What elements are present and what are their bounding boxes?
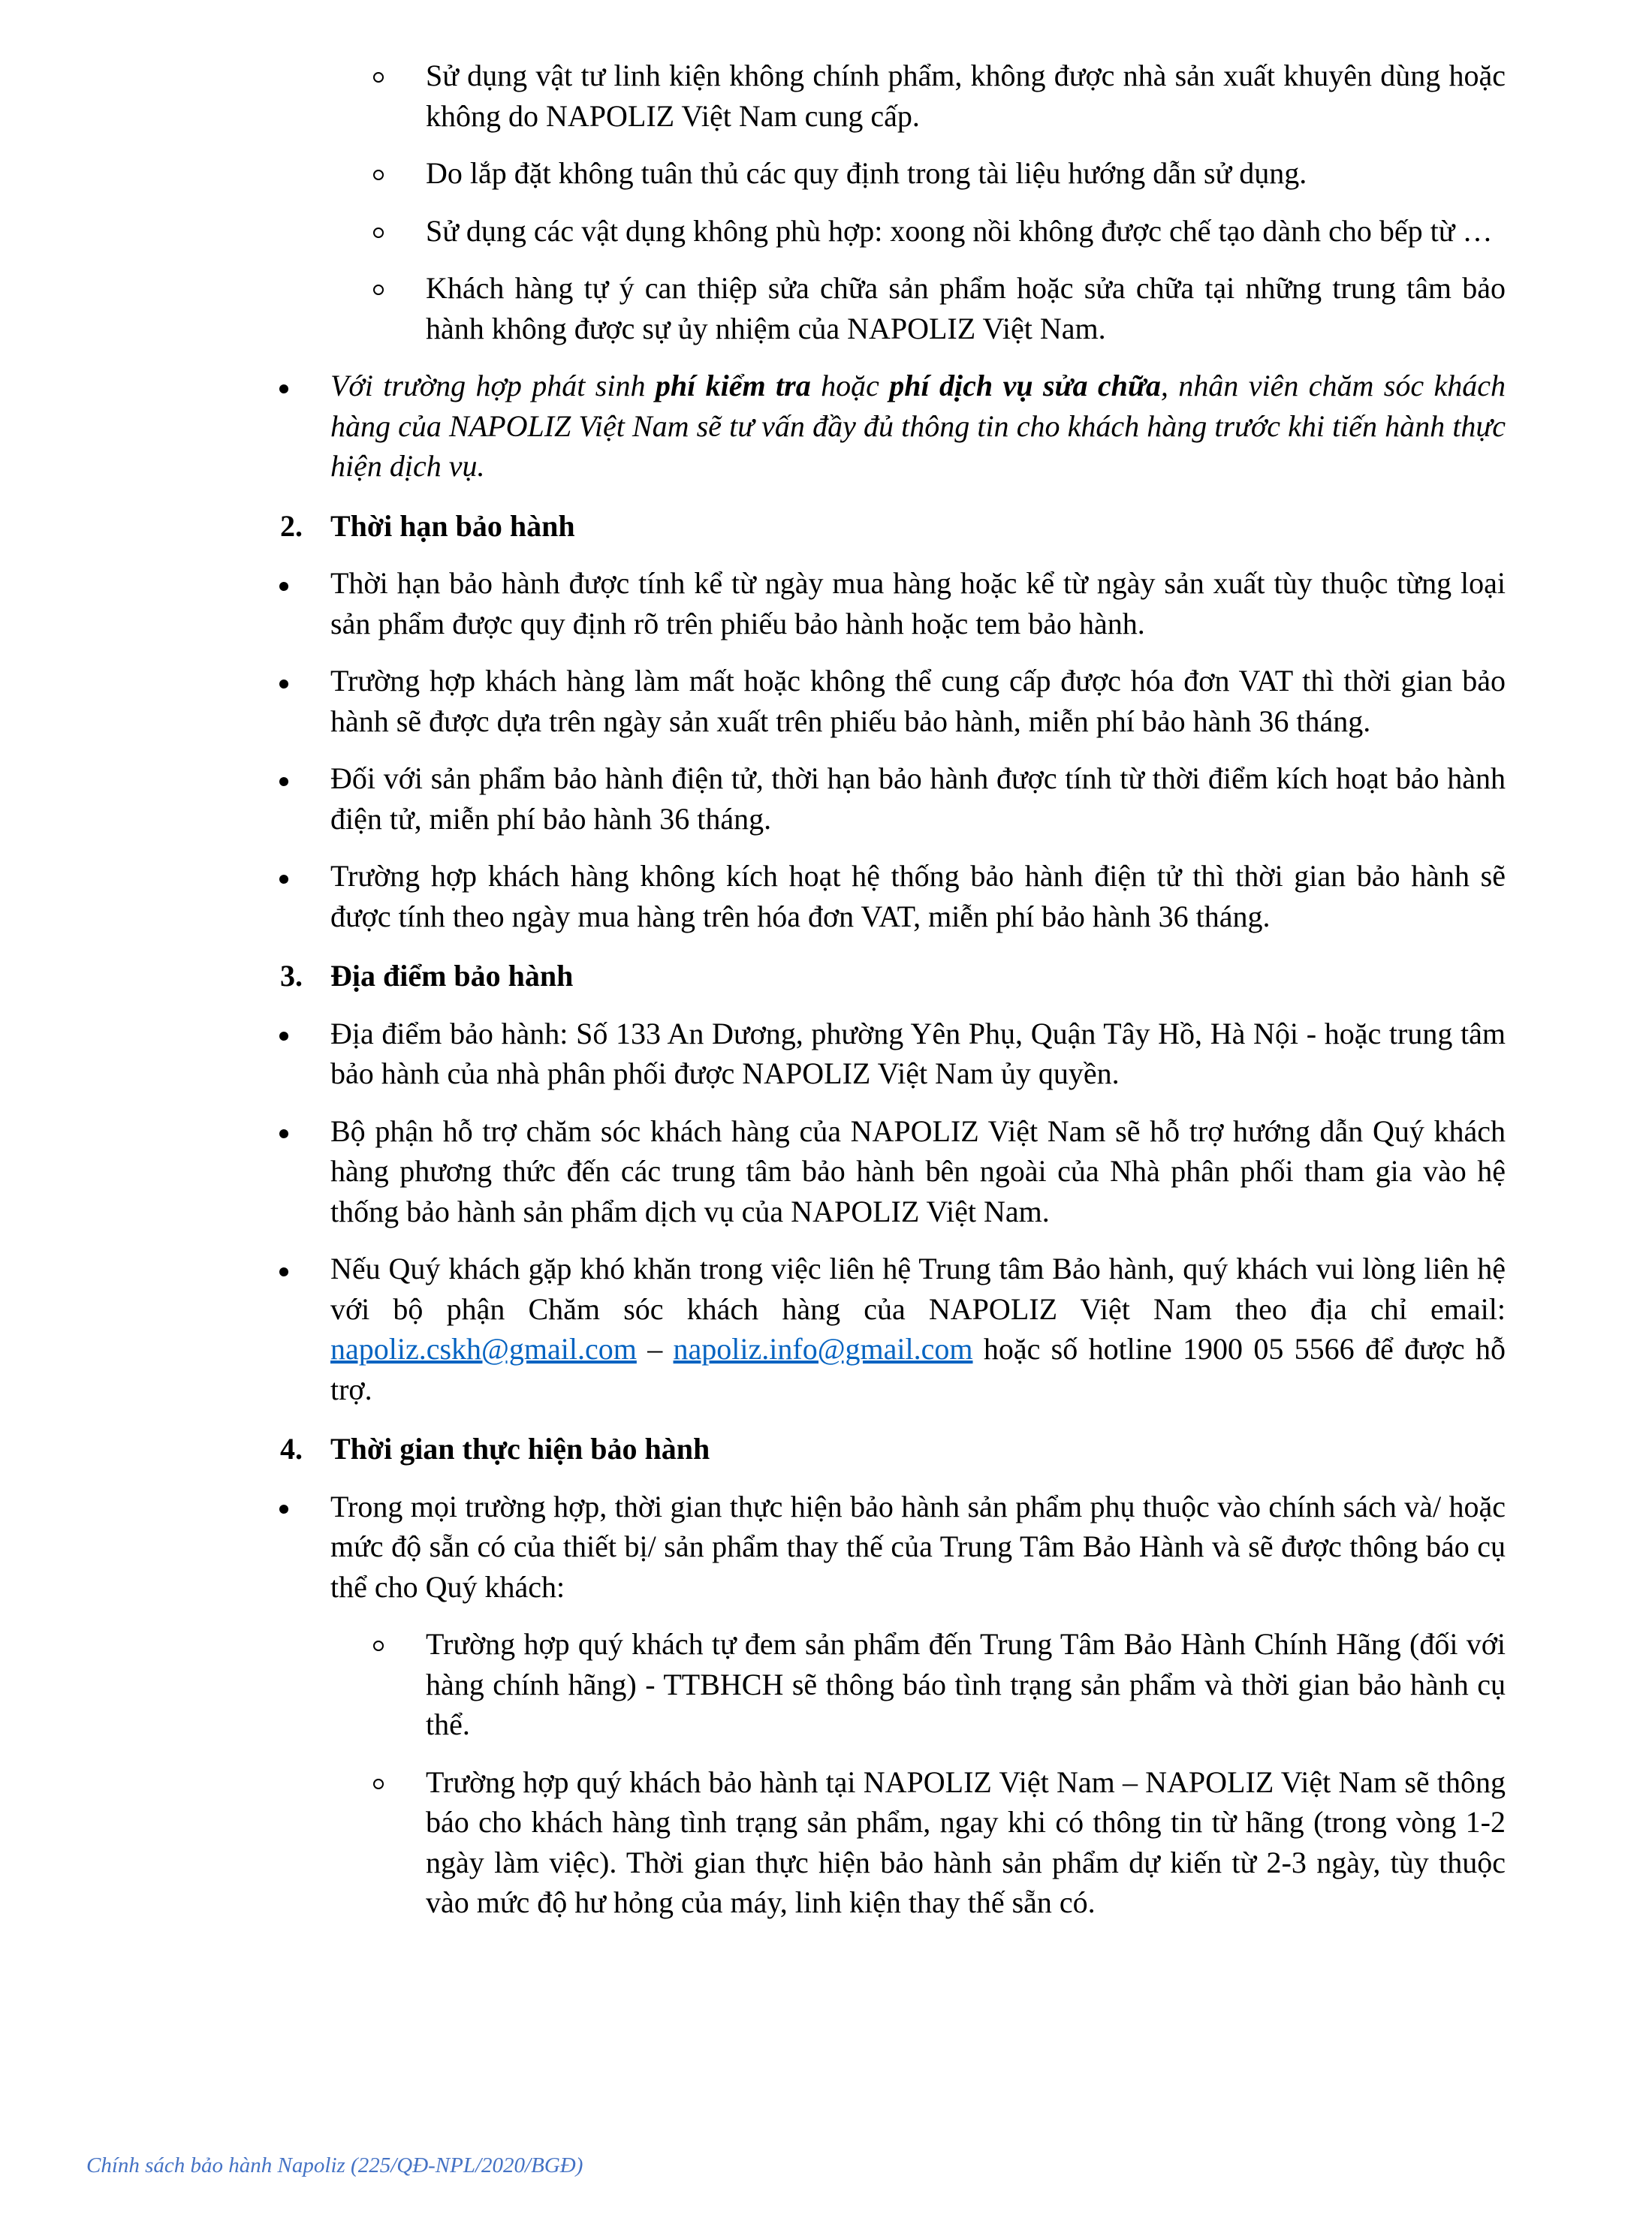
note-bold-repair-fee: phí dịch vụ sửa chữa <box>889 369 1161 402</box>
list-item <box>0 1487 1506 1608</box>
list-item <box>0 758 1506 839</box>
contact-text: hoặc số hotline 1900 05 5566 để được hỗ trợ. <box>330 1332 1506 1406</box>
note-text: hoặc <box>810 369 890 402</box>
list-item <box>0 153 1506 194</box>
document-body <box>0 56 1652 1940</box>
bullet-icon <box>279 1014 288 1054</box>
list-item-text: Thời hạn bảo hành được tính kể từ ngày mua hàng hoặc kể từ ngày sản xuất tùy thuộc từng loại sản phẩm được quy định rõ trên phiếu bảo hành hoặc tem bảo hành. <box>330 566 1506 640</box>
bullet-icon <box>279 758 288 799</box>
circle-bullet-icon <box>373 1762 384 1803</box>
contact-text: Nếu Quý khách gặp khó khăn trong việc liên hệ Trung tâm Bảo hành, quý khách vui lòng liên hệ với bộ phận Chăm sóc khách hàng của NAPOLIZ Việt Nam theo địa chỉ email: <box>330 1252 1506 1326</box>
bullet-icon <box>279 1111 288 1152</box>
list-item <box>0 268 1506 348</box>
list-item-text: Bộ phận hỗ trợ chăm sóc khách hàng của NAPOLIZ Việt Nam sẽ hỗ trợ hướng dẫn Quý khách hàng phương thức đến các trung tâm bảo hành bên ngoài của Nhà phân phối tham gia vào hệ thống bảo hành sản phẩm dịch vụ của NAPOLIZ Việt Nam. <box>330 1113 1506 1228</box>
section-title: Thời gian thực hiện bảo hành <box>330 1432 710 1466</box>
bullet-icon <box>279 1249 288 1289</box>
note-text: , nhân viên chăm sóc khách hàng của NAPOLIZ Việt Nam sẽ tư vấn đầy đủ thông tin cho khách hàng trước khi tiến hành thực hiện dịch vụ. <box>330 369 1506 483</box>
page-footer: Chính sách bảo hành Napoliz (225/QĐ-NPL/2020/BGĐ) <box>86 2153 583 2177</box>
list-item <box>0 856 1506 936</box>
list-item <box>0 563 1506 643</box>
list-item-text: Trong mọi trường hợp, thời gian thực hiện bảo hành sản phẩm phụ thuộc vào chính sách và/ hoặc mức độ sẵn có của thiết bị/ sản phẩm thay thế của Trung Tâm Bảo Hành và sẽ được thông báo cụ thể cho Quý khách: <box>330 1489 1506 1604</box>
circle-bullet-icon <box>373 153 384 194</box>
section-title: Thời hạn bảo hành <box>330 508 575 543</box>
list-item-text: Trường hợp khách hàng làm mất hoặc không thể cung cấp được hóa đơn VAT thì thời gian bảo hành sẽ được dựa trên ngày sản xuất trên phiếu bảo hành, miễn phí bảo hành 36 tháng. <box>330 664 1506 738</box>
section-number: 2. <box>280 508 303 543</box>
bullet-icon <box>279 563 288 604</box>
list-item <box>0 1762 1506 1923</box>
section-heading <box>0 956 1652 996</box>
section-number: 3. <box>280 959 303 993</box>
section-title: Địa điểm bảo hành <box>330 959 574 993</box>
list-item-text: Địa điểm bảo hành: Số 133 An Dương, phường Yên Phụ, Quận Tây Hồ, Hà Nội - hoặc trung tâm bảo hành của nhà phân phối được NAPOLIZ Việt Nam ủy quyền. <box>330 1016 1506 1090</box>
list-item-text: Đối với sản phẩm bảo hành điện tử, thời hạn bảo hành được tính từ thời điểm kích hoạt bảo hành điện tử, miễn phí bảo hành 36 tháng. <box>330 761 1506 836</box>
email-separator: – <box>636 1332 674 1366</box>
section-number: 4. <box>280 1432 303 1466</box>
bullet-icon <box>279 661 288 701</box>
list-item <box>0 661 1506 741</box>
list-item-text: Sử dụng các vật dụng không phù hợp: xoong nồi không được chế tạo dành cho bếp từ … <box>426 213 1493 248</box>
list-item <box>0 1111 1506 1232</box>
list-item-text: Trường hợp quý khách tự đem sản phẩm đến Trung Tâm Bảo Hành Chính Hãng (đối với hàng chính hãng) - TTBHCH sẽ thông báo tình trạng sản phẩm và thời gian bảo hành cụ thể. <box>426 1627 1506 1741</box>
list-item <box>0 1624 1506 1745</box>
bullet-icon <box>279 1487 288 1527</box>
email-link-cskh[interactable]: napoliz.cskh@gmail.com <box>330 1332 637 1366</box>
email-link-info[interactable]: napoliz.info@gmail.com <box>673 1332 973 1366</box>
contact-item <box>0 1249 1506 1409</box>
list-item <box>0 211 1506 252</box>
list-item-text: Sử dụng vật tư linh kiện không chính phẩm, không được nhà sản xuất khuyên dùng hoặc không do NAPOLIZ Việt Nam cung cấp. <box>426 59 1506 133</box>
circle-bullet-icon <box>373 268 384 309</box>
note-bold-inspection-fee: phí kiểm tra <box>655 369 811 402</box>
list-item-text: Khách hàng tự ý can thiệp sửa chữa sản phẩm hoặc sửa chữa tại những trung tâm bảo hành không được sự ủy nhiệm của NAPOLIZ Việt Nam. <box>426 271 1506 345</box>
bullet-icon <box>279 366 288 406</box>
list-item-text: Trường hợp khách hàng không kích hoạt hệ thống bảo hành điện tử thì thời gian bảo hành sẽ được tính theo ngày mua hàng trên hóa đơn VAT, miễn phí bảo hành 36 tháng. <box>330 859 1506 933</box>
list-item <box>0 1014 1506 1094</box>
circle-bullet-icon <box>373 211 384 252</box>
section-heading <box>0 1429 1652 1469</box>
note-text: Với trường hợp phát sinh <box>330 369 656 402</box>
list-item-text: Do lắp đặt không tuân thủ các quy định trong tài liệu hướng dẫn sử dụng. <box>426 156 1307 190</box>
list-item <box>0 56 1506 136</box>
bullet-icon <box>279 856 288 897</box>
circle-bullet-icon <box>373 1624 384 1665</box>
section-heading <box>0 506 1652 547</box>
circle-bullet-icon <box>373 56 384 96</box>
list-item-text: Trường hợp quý khách bảo hành tại NAPOLIZ Việt Nam – NAPOLIZ Việt Nam sẽ thông báo cho khách hàng tình trạng sản phẩm, ngay khi có thông tin từ hãng (trong vòng 1-2 ngày làm việc). Thời gian thực hiện bảo hành sản phẩm dự kiến từ 2-3 ngày, tùy thuộc vào mức độ hư hỏng của máy, linh kiện thay thế sẵn có. <box>426 1764 1506 1919</box>
service-fee-note <box>0 366 1506 487</box>
